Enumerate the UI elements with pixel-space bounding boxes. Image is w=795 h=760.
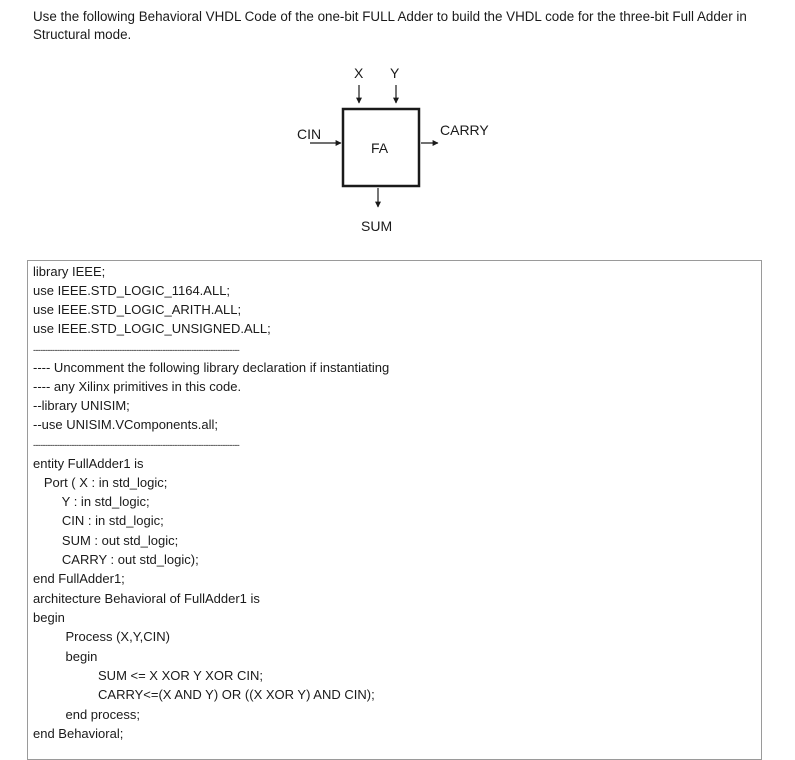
- code-line: --use UNISIM.VComponents.all;: [33, 417, 218, 432]
- input-y-label: Y: [390, 65, 400, 81]
- code-line: SUM : out std_logic;: [33, 533, 179, 548]
- input-cin-label: CIN: [297, 126, 322, 142]
- code-line: ---- Uncomment the following library declaration if instantiating: [33, 360, 390, 375]
- code-line: CIN : in std_logic;: [33, 513, 164, 528]
- code-line: architecture Behavioral of FullAdder1 is: [33, 591, 260, 606]
- code-line: ---- any Xilinx primitives in this code.: [33, 379, 242, 394]
- code-line: end FullAdder1;: [33, 571, 125, 586]
- code-line: Process (X,Y,CIN): [33, 629, 171, 644]
- code-line: entity FullAdder1 is: [33, 456, 144, 471]
- code-line: use IEEE.STD_LOGIC_UNSIGNED.ALL;: [33, 321, 271, 336]
- code-line: begin: [33, 649, 98, 664]
- output-carry-label: CARRY: [440, 122, 489, 138]
- code-line: end Behavioral;: [33, 726, 124, 741]
- code-line: begin: [33, 610, 65, 625]
- code-line: use IEEE.STD_LOGIC_ARITH.ALL;: [33, 302, 242, 317]
- code-line: end process;: [33, 707, 140, 722]
- vhdl-code-box: [27, 260, 762, 760]
- code-line: Port ( X : in std_logic;: [33, 475, 168, 490]
- full-adder-diagram: [280, 55, 520, 245]
- code-line: CARRY<=(X AND Y) OR ((X XOR Y) AND CIN);: [33, 687, 375, 702]
- code-line: library IEEE;: [33, 264, 106, 279]
- output-sum-label: SUM: [361, 218, 393, 234]
- code-line: --library UNISIM;: [33, 398, 130, 413]
- input-x-label: X: [354, 65, 364, 81]
- code-line: SUM <= X XOR Y XOR CIN;: [33, 668, 263, 683]
- code-line: CARRY : out std_logic);: [33, 552, 199, 567]
- code-line: use IEEE.STD_LOGIC_1164.ALL;: [33, 283, 231, 298]
- code-line: Y : in std_logic;: [33, 494, 150, 509]
- fa-block-label: FA: [371, 140, 389, 156]
- code-comment-rule: --------------------------------------------------------------------------------------: [33, 440, 240, 450]
- code-comment-rule: --------------------------------------------------------------------------------------: [33, 345, 240, 355]
- instruction-text: Use the following Behavioral VHDL Code of the one-bit FULL Adder to build the VHDL code for the three-bit Full Adder in Structural mode.: [33, 9, 747, 42]
